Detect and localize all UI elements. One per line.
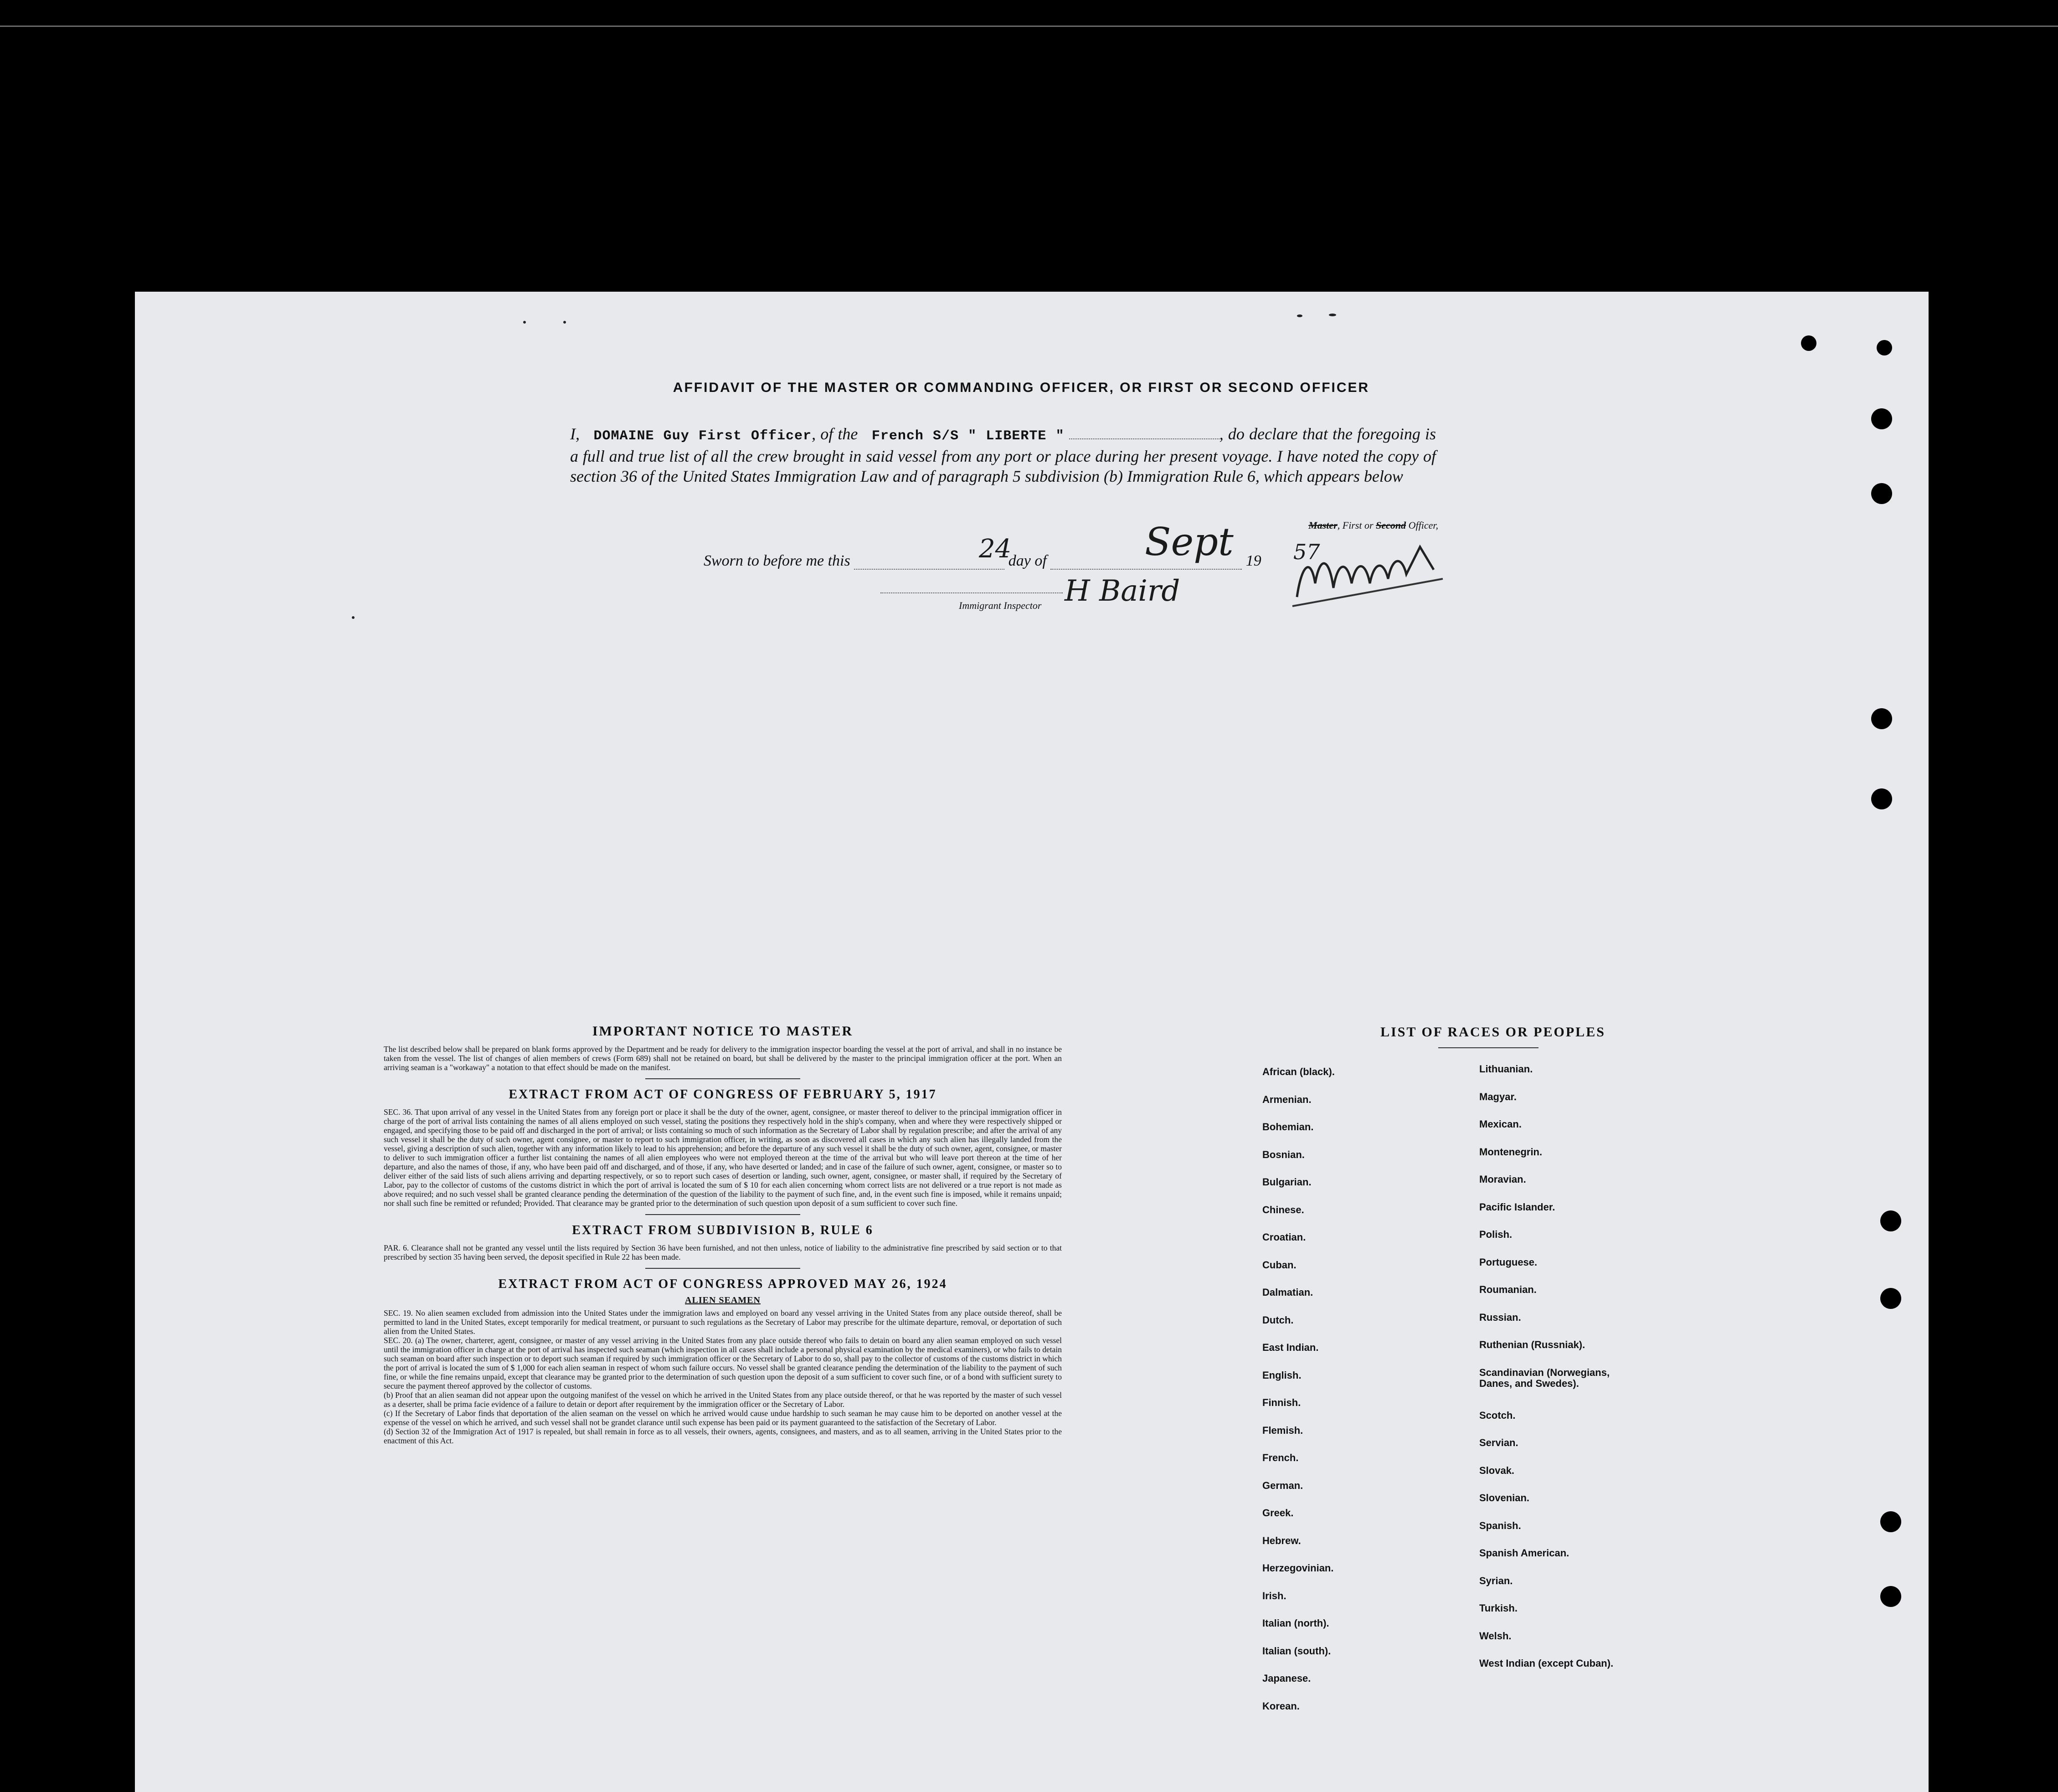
inspector-label: Immigrant Inspector (959, 600, 1042, 611)
race-item: Turkish. (1479, 1602, 1518, 1614)
extract3-text-5: (d) Section 32 of the Immigration Act of 1917 is repealed, but shall remain in force as to all vessels, their owners, agents, consignees, and masters, and as to all seamen, arriving in the United States prior to the enactment of this Act. (384, 1427, 1062, 1445)
affidavit-body: that the foregoing is a full and true list of all the crew brought in said vessel from any port or place during her present voyage. I have noted the copy of section 36 of the United States Immigration Law and of paragraph 5 subdivision (b) Immigration Rule 6, which appears below (570, 425, 1436, 485)
race-item: German. (1262, 1479, 1303, 1491)
race-item: Slovenian. (1479, 1492, 1530, 1504)
notice-section (384, 1024, 1062, 1445)
affidavit-declare: , do declare (1219, 425, 1298, 443)
race-item: Pacific Islander. (1479, 1201, 1555, 1213)
race-item: English. (1262, 1369, 1302, 1381)
race-item: Spanish American. (1479, 1547, 1569, 1559)
race-item: Flemish. (1262, 1424, 1303, 1436)
extract3-subtitle: ALIEN SEAMEN (685, 1295, 761, 1305)
race-item: Croatian. (1262, 1231, 1306, 1243)
extract3-text-4: (c) If the Secretary of Labor finds that deportation of the alien seaman on the vessel on which he arrived would cause undue hardship to such seaman he may cause him to be deported on another vessel at the expense of the vessel on which he arrived, and such vessel shall not be grandet clarance until such expense has been paid or its payment guaranteed to the satisfaction of the Secretary of Labor. (384, 1409, 1062, 1427)
extract1-title: EXTRACT FROM ACT OF CONGRESS OF FEBRUARY 5, 1917 (509, 1087, 937, 1102)
manifest-page (135, 292, 1929, 1792)
race-item: East Indian. (1262, 1342, 1319, 1353)
speck (352, 616, 355, 619)
struck-master: Master (1308, 520, 1338, 531)
race-item: Italian (north). (1262, 1617, 1329, 1629)
punch-hole (1880, 1511, 1901, 1532)
day-of-label: day of (1008, 552, 1047, 569)
extract3-title: EXTRACT FROM ACT OF CONGRESS APPROVED MAY 26, 1924 (498, 1277, 947, 1291)
race-item: Scotch. (1479, 1409, 1516, 1421)
race-item: Cuban. (1262, 1259, 1297, 1271)
punch-hole (1871, 708, 1892, 729)
notice-text: The list described below shall be prepared on blank forms approved by the Department and be ready for delivery to the immigration inspector boarding the vessel at the port of arrival, and shall in no instance be taken from the vessel. The list of changes of alien members of crews (Form 689) shall not be retained on board, but shall be delivered by the master to the principal immigration officer at the port. When an arriving seaman is a "workaway" a notation to that effect should be made on the manifest. (384, 1045, 1062, 1072)
race-item: Finnish. (1262, 1397, 1301, 1408)
year-prefix: 19 (1245, 552, 1261, 569)
race-item: Bulgarian. (1262, 1176, 1312, 1188)
race-item: Portuguese. (1479, 1256, 1538, 1268)
affidavit-of-the: , of the (812, 425, 858, 443)
race-item: Magyar. (1479, 1091, 1517, 1102)
race-item: Bohemian. (1262, 1121, 1314, 1133)
handwritten-month: Sept (1145, 520, 1234, 564)
inspector-signature: H Baird (1065, 574, 1180, 608)
inspector-line (880, 592, 1063, 593)
race-item: Spanish. (1479, 1519, 1521, 1531)
race-item: Dutch. (1262, 1314, 1294, 1326)
punch-hole (1871, 408, 1892, 429)
race-item: Bosnian. (1262, 1148, 1305, 1160)
officer-rank-end: Officer, (1406, 520, 1438, 531)
race-item: Hebrew. (1262, 1535, 1301, 1546)
race-item: Roumanian. (1479, 1284, 1537, 1295)
race-item: Irish. (1262, 1590, 1286, 1601)
officer-signature (1283, 529, 1456, 620)
speck (523, 321, 526, 324)
extract2-text: PAR. 6. Clearance shall not be granted any vessel until the lists required by Section 36 have been furnished, and not then unless, notice of liability to the administrative fine prescribed by said section or to that prescribed by section 35 having been served, the deposit specified in Rule 22 has been made. (384, 1243, 1062, 1262)
race-item: Mexican. (1479, 1118, 1522, 1130)
affidavit-i: I, (570, 425, 580, 443)
vessel-blank-line (1069, 438, 1219, 439)
speck (1329, 314, 1336, 316)
divider (645, 1078, 800, 1079)
race-item: Dalmatian. (1262, 1287, 1313, 1298)
handwritten-day: 24 (979, 534, 1012, 564)
race-item: Syrian. (1479, 1575, 1513, 1586)
race-item: Slovak. (1479, 1464, 1515, 1476)
races-left-column (1262, 1066, 1454, 1728)
punch-hole (1880, 1210, 1901, 1231)
punch-hole (1801, 335, 1816, 351)
speck (1297, 314, 1302, 317)
punch-hole (1871, 483, 1892, 504)
race-item: Greek. (1262, 1507, 1294, 1519)
divider (645, 1268, 800, 1269)
race-item: Russian. (1479, 1311, 1521, 1323)
race-item: Servian. (1479, 1437, 1518, 1448)
race-item: Montenegrin. (1479, 1146, 1543, 1158)
race-item: Scandinavian (Norwegians, Danes, and Swedes). (1479, 1366, 1610, 1389)
race-item: Polish. (1479, 1229, 1513, 1240)
speck (563, 321, 566, 324)
race-item: Moravian. (1479, 1174, 1526, 1185)
race-item: West Indian (except Cuban). (1479, 1658, 1614, 1669)
race-item: African (black). (1262, 1066, 1335, 1077)
race-item: Chinese. (1262, 1204, 1304, 1215)
punch-hole (1877, 340, 1892, 355)
race-item: Japanese. (1262, 1673, 1311, 1684)
affidavit-title: AFFIDAVIT OF THE MASTER OR COMMANDING OFFICER, OR FIRST OR SECOND OFFICER (673, 380, 1370, 395)
punch-hole (1871, 788, 1892, 809)
races-right-column (1479, 1064, 1671, 1686)
divider (645, 1214, 800, 1215)
punch-hole (1880, 1586, 1901, 1607)
extract3-text-2: SEC. 20. (a) The owner, charterer, agent, consignee, or master of any vessel arriving in the United States from any place outside thereof who fails to detain on board any alien seaman employed on such vessel until the immigration officer in charge at the port of arrival has inspected such seaman (which inspection in all cases shall include a personal physical examination by the medical examiners), or who fails to detain such seaman on board after such inspection or to deport such seaman if required by such immigration officer or the Secretary of Labor to do so, shall pay to the collector of customs of the customs district in which the port of arrival is located the sum of $ 1,000 for each alien seaman in respect of whom such failure occurs. No vessel shall be granted clearance pending the determination of the liability to the payment of such fine, or while the fine remains unpaid, except that clearance may be granted prior to the determination of such question upon the deposit of a sum sufficient to cover such fine, or of a bond with sufficient surety to secure the payment thereof approved by the collector of customs. (384, 1336, 1062, 1390)
extract3-text-1: SEC. 19. No alien seamen excluded from admission into the United States under the immigration laws and employed on board any vessel arriving in the United States from any place outside thereof, shall be permitted to land in the United States, except temporarily for medical treatment, or pursuant to such regulations as the Secretary of Labor may prescribe for the ultimate departure, removal, or deportation of such alien from the United States. (384, 1308, 1062, 1336)
top-film-edge (0, 26, 2058, 27)
races-title: LIST OF RACES OR PEOPLES (1380, 1025, 1605, 1040)
race-item: Armenian. (1262, 1093, 1312, 1105)
affidavit-declaration (570, 424, 1436, 486)
punch-hole (1880, 1288, 1901, 1309)
race-item: Herzegovinian. (1262, 1562, 1334, 1574)
handwritten-year: 57 (1293, 540, 1320, 564)
officer-name: DOMAINE Guy First Officer (593, 428, 812, 444)
race-item: Ruthenian (Russniak). (1479, 1339, 1585, 1350)
extract3-text-3: (b) Proof that an alien seaman did not appear upon the outgoing manifest of the vessel on which he arrived in the United States from any place outside thereof, or that he was reported by the master of such vessel as a deserter, shall be prima facie evidence of a failure to detain or deport after requirement by the immigration officer or the Secretary of Labor. (384, 1390, 1062, 1409)
struck-second: Second (1376, 520, 1406, 531)
race-item: Italian (south). (1262, 1645, 1331, 1657)
race-item: Korean. (1262, 1700, 1300, 1712)
races-title-rule (1438, 1047, 1538, 1048)
race-item: Lithuanian. (1479, 1063, 1533, 1075)
extract1-text: SEC. 36. That upon arrival of any vessel in the United States from any foreign port or place it shall be the duty of the owner, agent, consignee, or master thereof to deliver to the principal immigration officer in charge of the port of arrival lists containing the names of all aliens employed on such vessel, stating the positions they respectively hold in the ship's company, when and where they were respectively shipped or engaged, and specifying those to be paid off and discharged in the port of arrival; or lists containing so much of such information as the Secretary of Labor shall by regulation prescribe; and after the arrival of any such vessel it shall be the duty of such owner, agent consignee, or master to report to such immigration officer, in writing, as soon as discovered all cases in which any such alien has illegally landed from the vessel, giving a description of such alien, together with any information likely to lead to his apprehension; and before the departure of any such vessel it shall be the duty of such owner, agent, consignee, or master to deliver to such immigration officer a further list containing the names of all alien employees who were not employed thereon at the time of the arrival but who will leave port thereon at the time of her departure, and also the names of those, if any, who have been paid off and discharged, and of those, if any, who have deserted or landed; and in case of the failure of such owner, agent, consignee, or master so to deliver either of the said lists of such aliens arriving and departing respectively, or so to report such cases of desertion or landing, such owner, agent, consignee, or master shall, if required by the Secretary of Labor, pay to the collector of customs of the customs district in which the port of arrival is located the sum of $ 10 for each alien concerning whom correct lists are not delivered or a true report is not made as above required; and no such vessel shall be granted clearance pending the determination of the question of the liability to the payment of such fine, and, in the event such fine is imposed, while it remains unpaid; nor shall such fine be remitted or refunded; Provided. That clearance may be granted prior to the determination of such question upon deposit of a sum sufficient to cover such fine. (384, 1107, 1062, 1208)
race-item: French. (1262, 1452, 1299, 1463)
vessel-name: French S/S " LIBERTE " (871, 428, 1065, 444)
race-item: Welsh. (1479, 1630, 1512, 1642)
extract2-title: EXTRACT FROM SUBDIVISION B, RULE 6 (572, 1223, 874, 1237)
notice-title: IMPORTANT NOTICE TO MASTER (592, 1024, 854, 1039)
officer-rank-mid: , First or (1337, 520, 1374, 531)
sworn-text: Sworn to before me this (704, 552, 850, 569)
